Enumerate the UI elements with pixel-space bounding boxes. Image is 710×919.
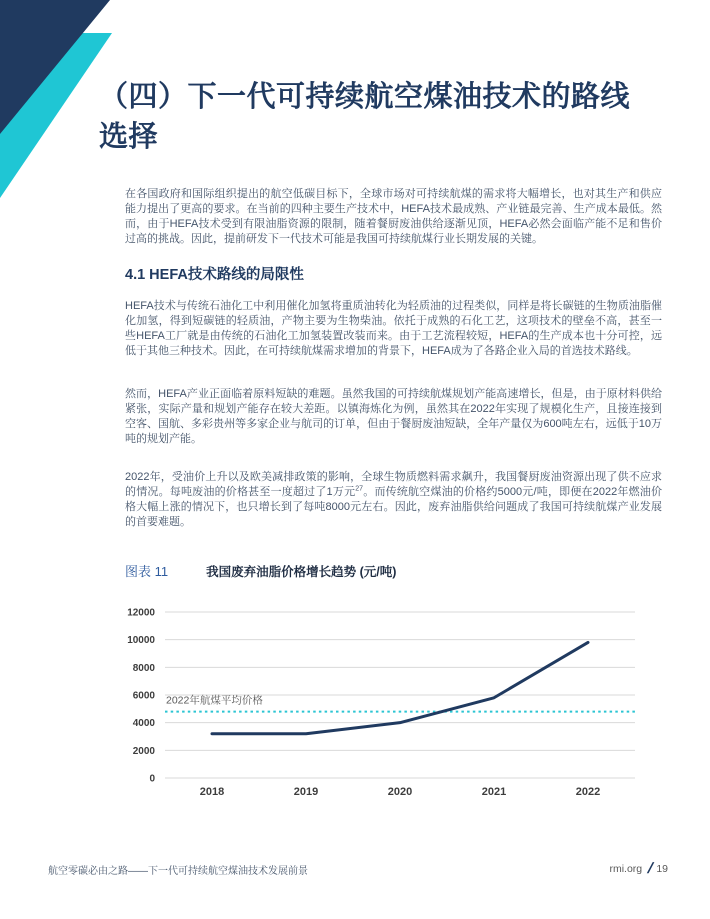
y-tick-label: 0 xyxy=(149,773,155,785)
waste-oil-price-series-line xyxy=(212,642,588,733)
y-tick-label: 2000 xyxy=(132,745,155,757)
footer-brand-block xyxy=(609,860,668,877)
y-tick-label: 12000 xyxy=(127,607,155,619)
rmi-org-link[interactable]: rmi.org xyxy=(609,862,643,875)
figure-number-label: 图表 11 xyxy=(125,564,169,579)
footnote-27-marker[interactable]: 27 xyxy=(355,485,364,493)
paragraph-price-2022-text: 2022年，受油价上升以及欧美减排政策的影响，全球生物质燃料需求飙升，我国餐厨废油资源出现了供不应求的情况。每吨废油的价格甚至一度超过了1万元 xyxy=(125,471,662,498)
x-tick-label: 2021 xyxy=(481,786,507,798)
footer-report-title: 航空零碳必由之路——下一代可持续航空煤油技术发展前景 xyxy=(48,866,308,877)
paragraph-hefa-process: HEFA技术与传统石油化工中利用催化加氢将重质油转化为轻质油的过程类似，同样是将长碳链的生物质油脂催化加氢，得到短碳链的轻质油，产物主要为生物柴油。依托于成熟的石化工艺，这项技术的壁垒不高，甚至一些HEFA工厂就是由传统的石油化工加氢装置改装而来。由于工艺流程较短，HEFA的生产成本也十分可控，远低于其他三种技术。因此，在可持续航煤需求增加的背景下，HEFA成为了各路企业入局的首选技术路线。 xyxy=(125,300,662,357)
figure-title: 我国废弃油脂价格增长趋势 (元/吨) xyxy=(206,565,397,579)
reference-line-label: 2022年航煤平均价格 xyxy=(166,694,263,707)
y-tick-label: 8000 xyxy=(132,662,155,674)
paragraph-feedstock-shortage: 然而，HEFA产业正面临着原料短缺的难题。虽然我国的可持续航煤规划产能高速增长，但是，由于原材料供给紧张，实际产量和规划产能存在较大差距。以镇海炼化为例，虽然其在2022年实现了规模化生产，且接连接到空客、国航、多彩贵州等多家企业与航司的订单，但由于餐厨废油短缺，全年产量仅为600吨左右，远低于10万吨的规划产能。 xyxy=(125,388,662,445)
chapter-title-line2: 选择 xyxy=(99,121,159,154)
paragraph-price-2022-text-cont: 。而传统航空煤油的价格约5000元/吨，即便在2022年燃油价格大幅上涨的情况下，也只增长到了每吨8000元左右。因此，废弃油脂供给问题成了我国可持续航煤产业发展的首要难题。 xyxy=(125,486,662,528)
paragraph-price-2022 xyxy=(125,470,662,530)
chapter-title xyxy=(99,77,659,157)
x-tick-label: 2022 xyxy=(575,786,601,798)
section-heading-4-1: 4.1 HEFA技术路线的局限性 xyxy=(125,267,304,283)
rmi-slash-icon: / xyxy=(646,860,654,877)
x-tick-label: 2019 xyxy=(293,786,319,798)
figure-caption xyxy=(125,561,662,580)
y-tick-label: 6000 xyxy=(132,690,155,702)
y-tick-label: 4000 xyxy=(132,718,155,730)
x-tick-label: 2018 xyxy=(199,786,225,798)
x-tick-label: 2020 xyxy=(387,786,413,798)
page-number: 19 xyxy=(656,862,668,875)
waste-oil-price-line-chart xyxy=(0,593,710,808)
y-tick-label: 10000 xyxy=(127,635,155,647)
paragraph-intro: 在各国政府和国际组织提出的航空低碳目标下，全球市场对可持续航煤的需求将大幅增长，也对其生产和供应能力提出了更高的要求。在当前的四种主要生产技术中，HEFA技术最成熟、产业链最完善、生产成本最低。然而，由于HEFA技术受到有限油脂资源的限制，随着餐厨废油供给逐渐见顶，HEFA必然会面临产能不足和售价过高的挑战。因此，提前研发下一代技术可能是我国可持续航煤行业长期发展的关键。 xyxy=(125,188,662,245)
page-footer xyxy=(0,858,710,882)
chapter-title-line1: （四）下一代可持续航空煤油技术的路线 xyxy=(99,81,631,114)
